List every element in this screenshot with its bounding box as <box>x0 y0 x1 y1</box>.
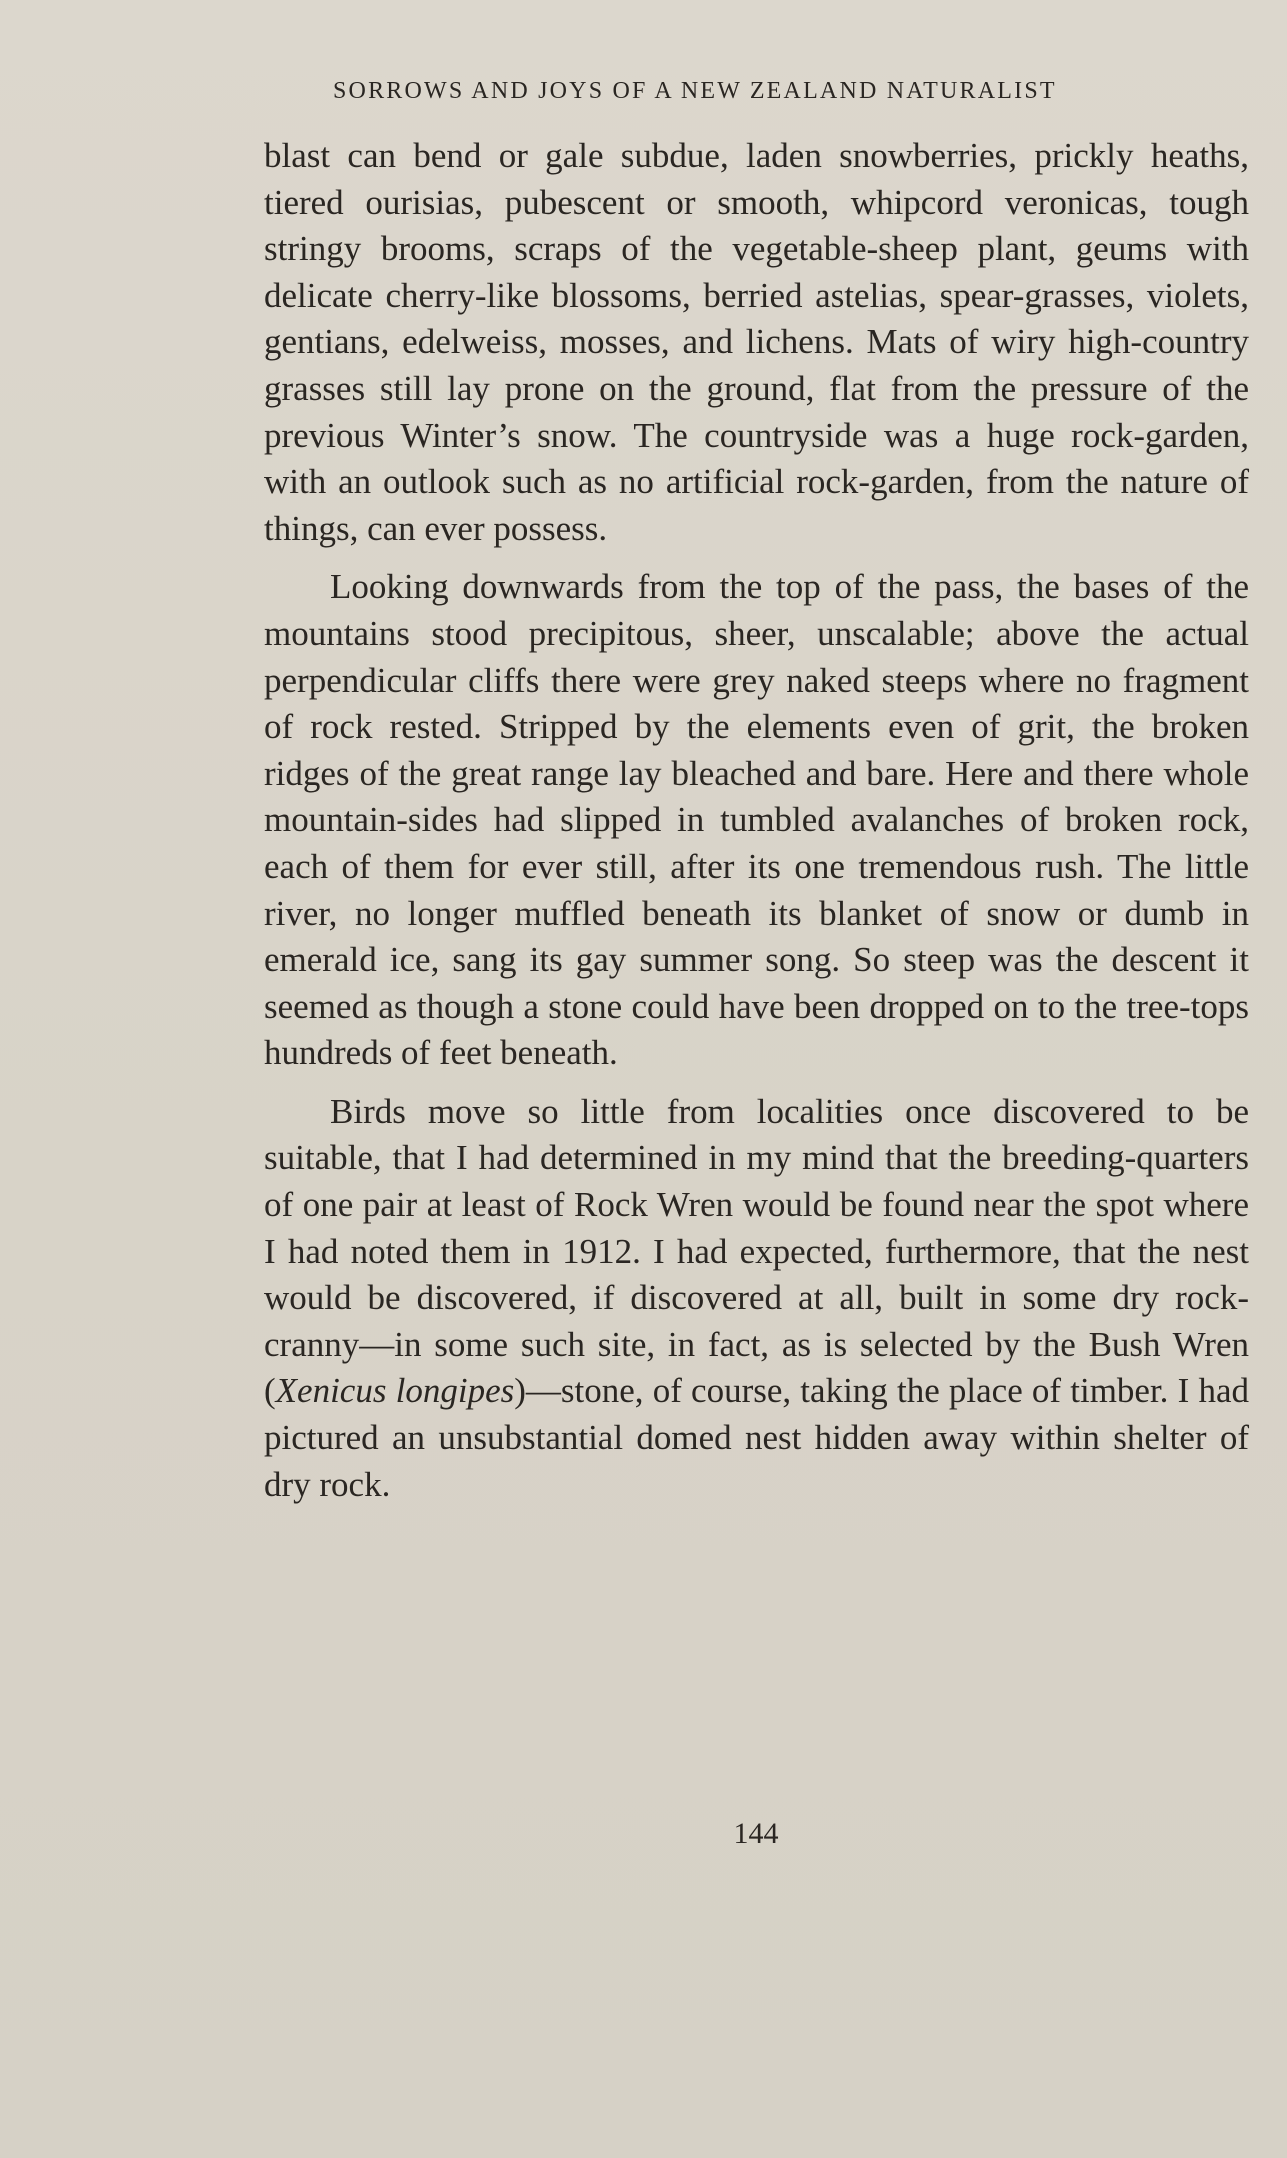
running-head: SORROWS AND JOYS OF A NEW ZEALAND NATURALIST <box>333 78 1057 104</box>
paragraph-3-text-before: Birds move so little from localities once discovered to be suitable, that I had determined in my mind that the breeding-quarters of one pair at least of Rock Wren would be found near the spot where I had noted them in 1912. I had expected, furthermore, that the nest would be discovered, if discovered at all, built in some dry rock-cranny—in some such site, in fact, as is selected by the Bush Wren ( <box>264 1091 1249 1411</box>
page-number-text: 144 <box>733 1817 779 1850</box>
paragraph-3 <box>264 1089 1249 1508</box>
species-name-italic: Xenicus longipes <box>275 1371 515 1411</box>
paragraph-2: Looking downwards from the top of the pass, the bases of the mountains stood precipitous, sheer, unscalable; above the actual perpendicular cliffs there were grey naked steeps where no fragment of rock rested. Stripped by the elements even of grit, the broken ridges of the great range lay bleached and bare. Here and there whole mountain-sides had slipped in tumbled avalanches of broken rock, each of them for ever still, after its one tremendous rush. The little river, no longer muffled beneath its blanket of snow or dumb in emerald ice, sang its gay summer song. So steep was the descent it seemed as though a stone could have been dropped on to the tree-tops hundreds of feet beneath. <box>264 567 1249 1073</box>
page-number <box>0 1817 1287 1851</box>
body-text <box>264 133 1249 1508</box>
paragraph-1: blast can bend or gale subdue, laden snowberries, prickly heaths, tiered ourisias, pubescent or smooth, whipcord veronicas, tough stringy brooms, scraps of the vegetable-sheep plant, geums with delicate cherry-like blossoms, berried astelias, spear-grasses, violets, gentians, edelweiss, mosses, and lichens. Mats of wiry high-country grasses still lay prone on the ground, flat from the pressure of the previous Winter’s snow. The countryside was a huge rock-garden, with an outlook such as no artificial rock-garden, from the nature of things, can ever possess. <box>264 136 1249 548</box>
paragraph-3-text-after: )—stone, of course, taking the place of timber. I had pictured an unsubstantial domed nest hidden away within shelter of dry rock. <box>264 1371 1249 1504</box>
